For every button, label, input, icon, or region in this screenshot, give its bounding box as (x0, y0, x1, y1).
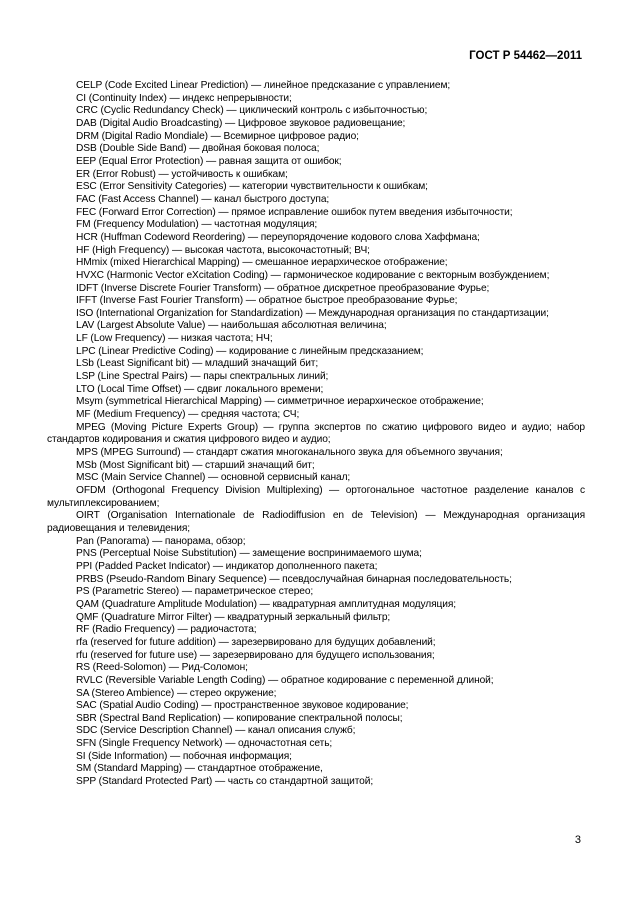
page-number: 3 (574, 834, 581, 846)
abbreviation-entry: DAB (Digital Audio Broadcasting) — Цифровое звуковое радиовещание; (76, 117, 406, 129)
abbreviation-entry: IDFT (Inverse Discrete Fourier Transform) — обратное дискретное преобразование Фурье; (76, 282, 490, 294)
abbreviation-entry: FEC (Forward Error Correction) — прямое исправление ошибок путем введения избыточности; (76, 206, 513, 218)
abbreviation-entry: FAC (Fast Access Channel) — канал быстрого доступа; (76, 193, 330, 205)
abbreviation-entry: PPI (Padded Packet Indicator) — индикатор дополненного пакета; (76, 560, 378, 572)
abbreviation-entry: CI (Continuity Index) — индекс непрерывности; (76, 92, 292, 104)
abbreviation-entry: CRC (Cyclic Redundancy Check) — циклический контроль с избыточностью; (76, 105, 428, 117)
abbreviation-entry: MSC (Main Service Channel) — основной сервисный канал; (76, 472, 351, 484)
abbreviation-entry: MPEG (Moving Picture Experts Group) — группа экспертов по сжатию цифрового видео и аудио; набор стандартов кодирования и сжатия цифрового видео и аудио; (47, 421, 585, 446)
abbreviation-entry: LSP (Line Spectral Pairs) — пары спектральных линий; (76, 371, 329, 383)
abbreviation-entry: PNS (Perceptual Noise Substitution) — замещение воспринимаемого шума; (76, 548, 422, 560)
abbreviation-list (47, 80, 585, 789)
abbreviation-entry: FM (Frequency Modulation) — частотная модуляция; (76, 219, 318, 231)
abbreviation-entry: HVXC (Harmonic Vector eXcitation Coding) — гармоническое кодирование с векторным возбуждением; (76, 269, 550, 281)
abbreviation-entry: RS (Reed-Solomon) — Рид-Соломон; (76, 662, 248, 674)
abbreviation-entry: MSb (Most Significant bit) — старший значащий бит; (76, 459, 315, 471)
abbreviation-entry: DRM (Digital Radio Mondiale) — Всемирное цифровое радио; (76, 130, 359, 142)
abbreviation-entry: PRBS (Pseudo-Random Binary Sequence) — псевдослучайная бинарная последовательность; (76, 573, 512, 585)
abbreviation-entry: QAM (Quadrature Amplitude Modulation) — квадратурная амплитудная модуляция; (76, 598, 457, 610)
abbreviation-entry: HF (High Frequency) — высокая частота, высокочастотный; ВЧ; (76, 244, 370, 256)
abbreviation-entry: SPP (Standard Protected Part) — часть со стандартной защитой; (76, 776, 374, 788)
abbreviation-entry: LAV (Largest Absolute Value) — наибольшая абсолютная величина; (76, 320, 387, 332)
abbreviation-entry: IFFT (Inverse Fast Fourier Transform) — обратное быстрое преобразование Фурье; (76, 295, 458, 307)
abbreviation-entry: HMmix (mixed Hierarchical Mapping) — смешанное иерархическое отображение; (76, 257, 448, 269)
abbreviation-entry: rfa (reserved for future addition) — зарезервировано для будущих добавлений; (76, 636, 436, 648)
abbreviation-entry: SAC (Spatial Audio Coding) — пространственное звуковое кодирование; (76, 700, 409, 712)
abbreviation-entry: MF (Medium Frequency) — средняя частота; СЧ; (76, 409, 300, 421)
abbreviation-entry: LF (Low Frequency) — низкая частота; НЧ; (76, 333, 273, 345)
abbreviation-entry: DSB (Double Side Band) — двойная боковая полоса; (76, 143, 320, 155)
abbreviation-entry: HCR (Huffman Codeword Reordering) — переупорядочение кодового слова Хаффмана; (76, 231, 480, 243)
abbreviation-entry: Pan (Panorama) — панорама, обзор; (76, 535, 246, 547)
abbreviation-entry: OIRT (Organisation Internationale de Radiodiffusion en de Television) — Международная организация радиовещания и телевидения; (47, 510, 585, 534)
abbreviation-entry: CELP (Code Excited Linear Prediction) — линейное предсказание с управлением; (76, 80, 451, 91)
abbreviation-entry: SM (Standard Mapping) — стандартное отображение, (76, 763, 323, 775)
abbreviation-entry: OFDM (Orthogonal Frequency Division Multiplexing) — ортогональное частотное разделение каналов с мультиплексированием; (47, 485, 585, 509)
abbreviation-entry: SA (Stereo Ambience) — стерео окружение; (76, 687, 277, 699)
abbreviation-entry: ISO (International Organization for Standardization) — Международная организация по стандартизации; (76, 307, 549, 319)
abbreviation-entry: EEP (Equal Error Protection) — равная защита от ошибок; (76, 155, 342, 167)
abbreviation-entry: RF (Radio Frequency) — радиочастота; (76, 624, 257, 636)
document-header: ГОСТ Р 54462—2011 (469, 50, 582, 62)
abbreviation-entry: ESC (Error Sensitivity Categories) — категории чувствительности к ошибкам; (76, 181, 428, 193)
abbreviation-entry: SFN (Single Frequency Network) — одночастотная сеть; (76, 738, 333, 750)
abbreviation-entry: SBR (Spectral Band Replication) — копирование спектральной полосы; (76, 712, 403, 724)
abbreviation-entry: RVLC (Reversible Variable Length Coding) — обратное кодирование с переменной длиной; (76, 674, 494, 686)
abbreviation-entry: SDC (Service Description Channel) — канал описания служб; (76, 725, 356, 737)
abbreviation-entry: LPC (Linear Predictive Coding) — кодирование с линейным предсказанием; (76, 345, 424, 357)
abbreviation-entry: QMF (Quadrature Mirror Filter) — квадратурный зеркальный фильтр; (76, 611, 391, 623)
abbreviation-entry: SI (Side Information) — побочная информация; (76, 750, 292, 762)
abbreviation-entry: MPS (MPEG Surround) — стандарт сжатия многоканального звука для объемного звучания; (76, 447, 503, 459)
abbreviation-entry: LTO (Local Time Offset) — сдвиг локального времени; (76, 383, 324, 395)
abbreviation-entry: Msym (symmetrical Hierarchical Mapping) — симметричное иерархическое отображение; (76, 396, 484, 408)
abbreviation-entry: PS (Parametric Stereo) — параметрическое стерео; (76, 586, 314, 598)
abbreviation-entry: ER (Error Robust) — устойчивость к ошибкам; (76, 168, 288, 180)
abbreviation-entry: LSb (Least Significant bit) — младший значащий бит; (76, 358, 319, 370)
abbreviation-entry: rfu (reserved for future use) — зарезервировано для будущего использования; (76, 649, 435, 661)
